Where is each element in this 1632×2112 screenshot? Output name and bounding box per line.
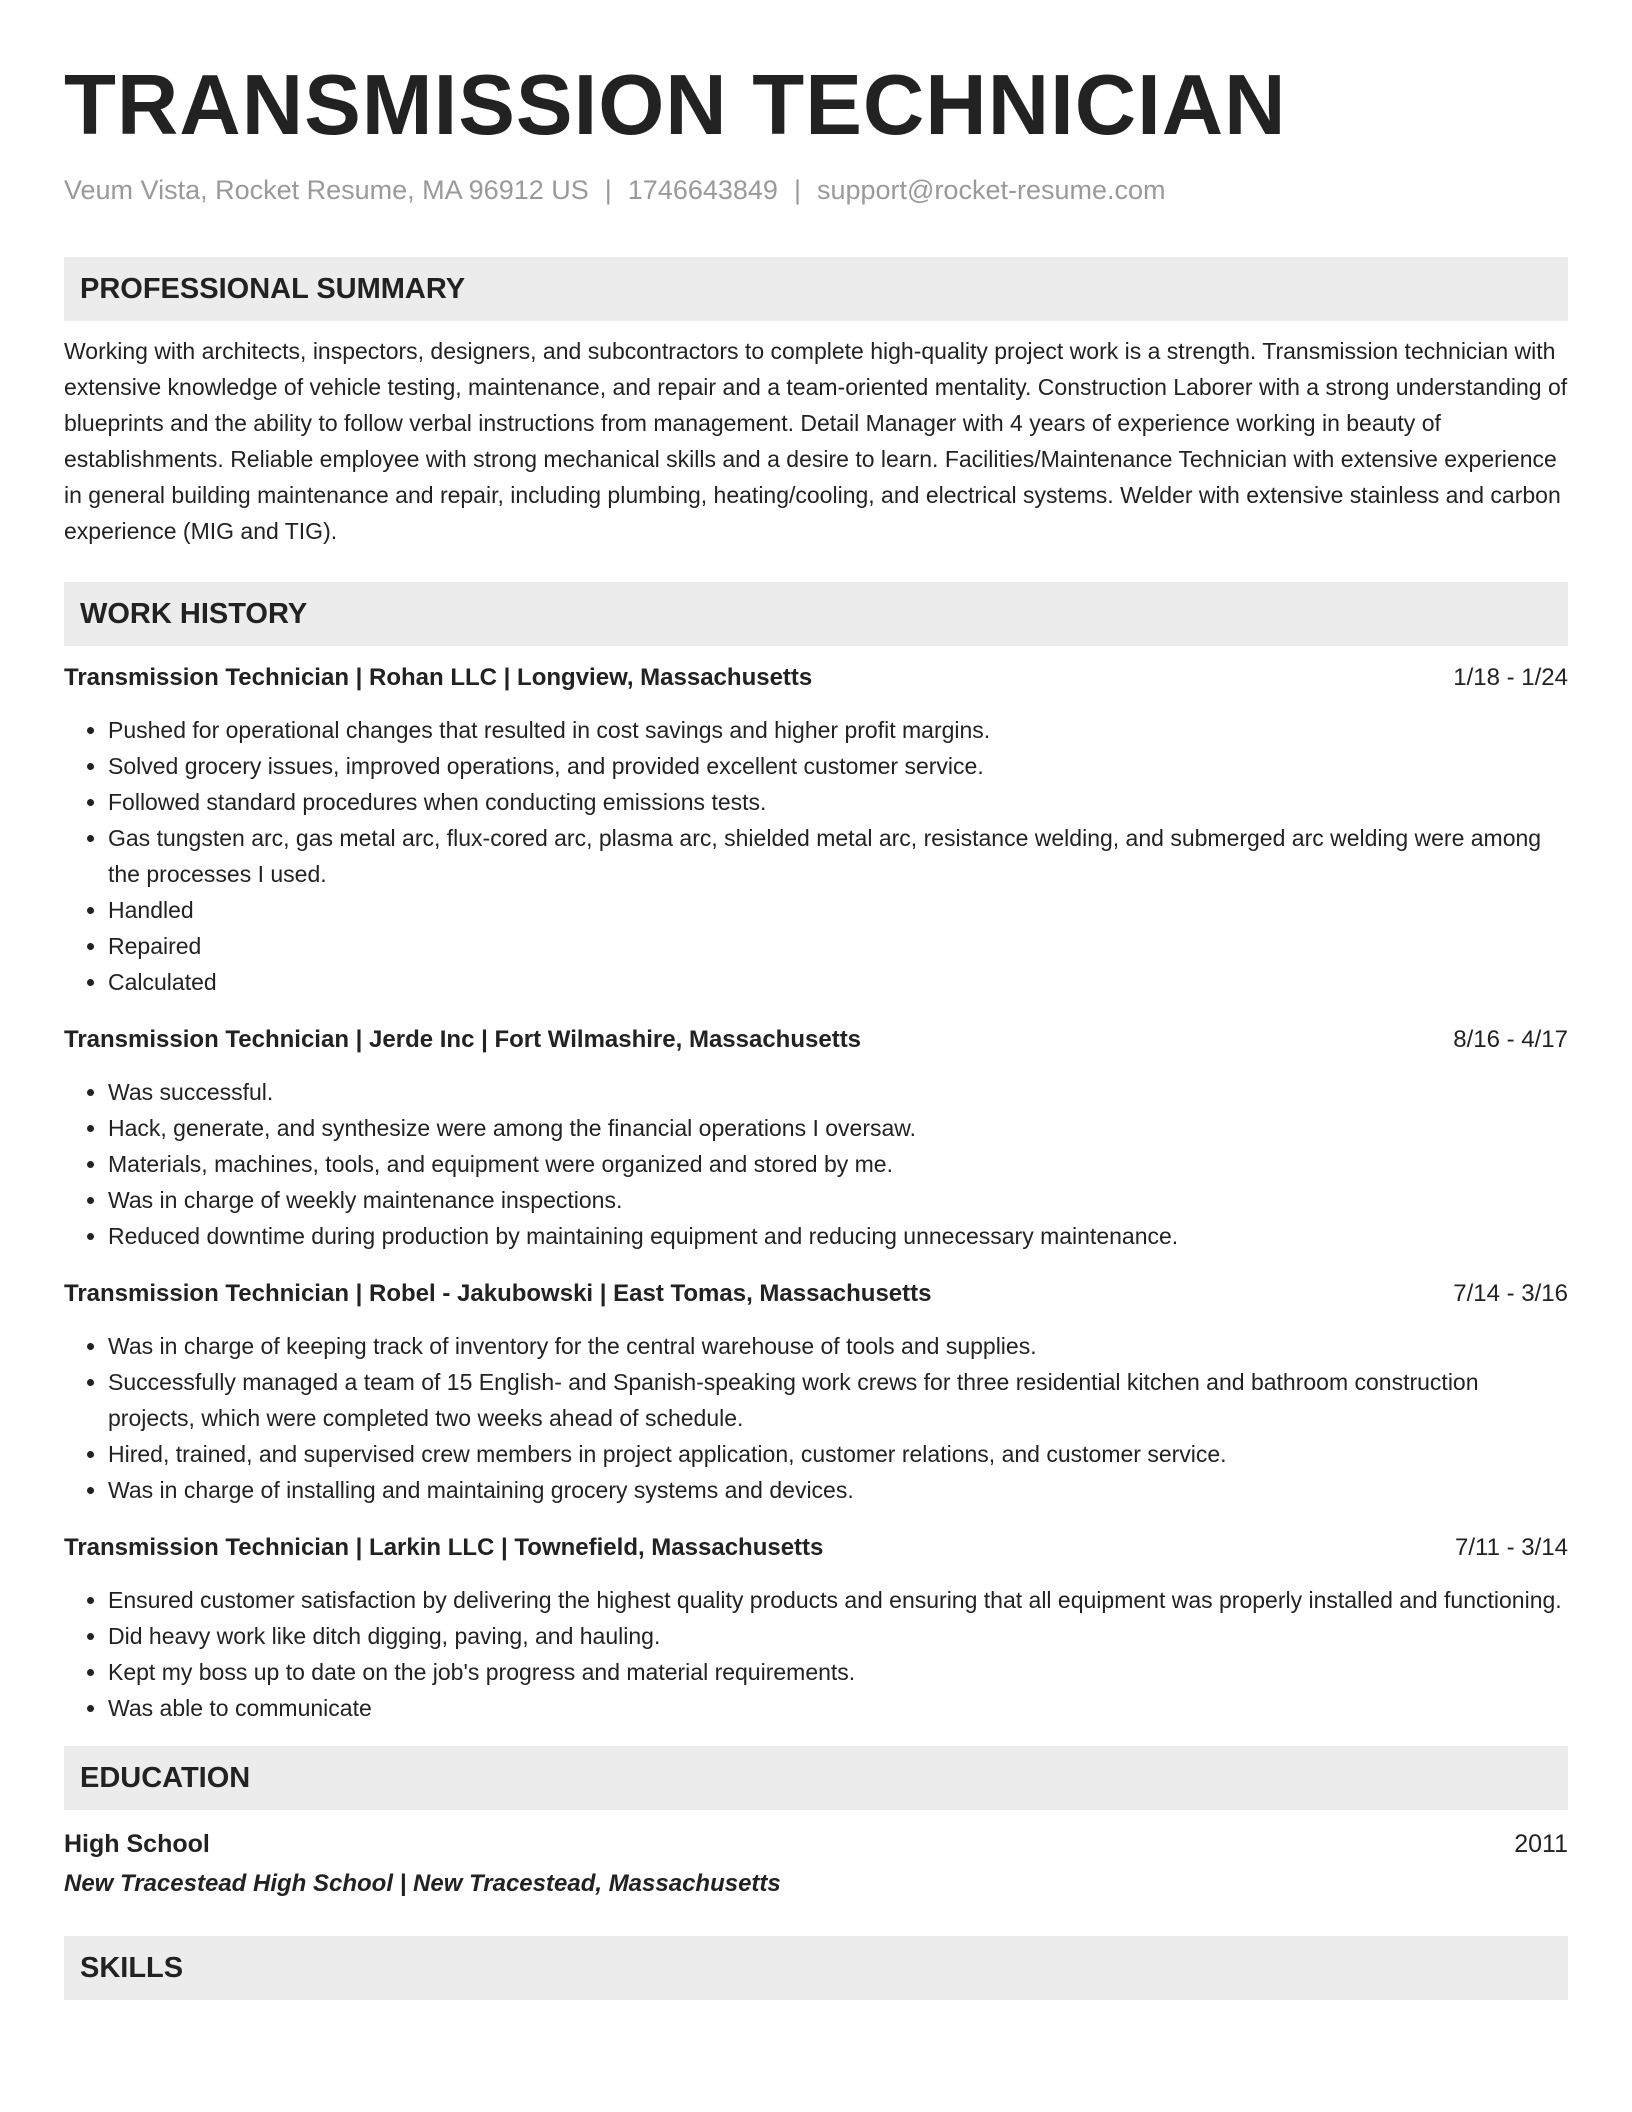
job-bullets — [64, 1582, 1568, 1726]
job-bullets — [64, 1328, 1568, 1508]
job-title: Transmission Technician | Rohan LLC | Longview, Massachusetts — [64, 664, 813, 691]
resume-page — [64, 0, 1568, 2000]
summary-heading: PROFESSIONAL SUMMARY — [64, 257, 1568, 321]
job-dates: 8/16 - 4/17 — [1453, 1026, 1568, 1053]
education-year: 2011 — [1514, 1830, 1568, 1858]
job-bullet: • Ensured customer satisfaction by delivering the highest quality products and ensuring that all equipment was properly installed and functioning. — [108, 1582, 1568, 1618]
education-entry — [64, 1828, 1568, 1860]
education-school: New Tracestead High School | New Tracestead, Massachusetts — [64, 1870, 781, 1897]
job-dates: 7/14 - 3/16 — [1453, 1280, 1568, 1307]
job-bullet: • Repaired — [108, 928, 1568, 964]
education-degree: High School — [64, 1830, 210, 1858]
job-entry — [64, 1024, 1568, 1254]
job-bullet: • Was in charge of installing and maintaining grocery systems and devices. — [108, 1472, 1568, 1508]
job-bullet: • Was successful. — [108, 1074, 1568, 1110]
job-bullet: • Hack, generate, and synthesize were among the financial operations I oversaw. — [108, 1110, 1568, 1146]
job-bullet: • Reduced downtime during production by maintaining equipment and reducing unnecessary maintenance. — [108, 1218, 1568, 1254]
job-header — [64, 1024, 1568, 1056]
job-bullet: • Was in charge of keeping track of inventory for the central warehouse of tools and supplies. — [108, 1328, 1568, 1364]
job-bullet: • Gas tungsten arc, gas metal arc, flux-cored arc, plasma arc, shielded metal arc, resistance welding, and submerged arc welding were among the processes I used. — [108, 820, 1568, 892]
job-bullet: • Did heavy work like ditch digging, paving, and hauling. — [108, 1618, 1568, 1654]
job-dates: 1/18 - 1/24 — [1453, 664, 1568, 691]
work-history-heading: WORK HISTORY — [64, 582, 1568, 646]
job-header — [64, 662, 1568, 694]
job-title: Transmission Technician | Larkin LLC | Townefield, Massachusetts — [64, 1534, 824, 1561]
contact-separator: | — [604, 175, 612, 205]
job-bullet: • Materials, machines, tools, and equipment were organized and stored by me. — [108, 1146, 1568, 1182]
job-bullet: • Successfully managed a team of 15 English- and Spanish-speaking work crews for three residential kitchen and bathroom construction projects, which were completed two weeks ahead of schedule. — [108, 1364, 1568, 1436]
job-bullet: • Calculated — [108, 964, 1568, 1000]
job-bullets — [64, 712, 1568, 1000]
contact-address: Veum Vista, Rocket Resume, MA 96912 US — [64, 175, 589, 205]
job-bullet: • Was able to communicate — [108, 1690, 1568, 1726]
job-entry — [64, 1532, 1568, 1726]
job-entry — [64, 1278, 1568, 1508]
job-bullet: • Kept my boss up to date on the job's progress and material requirements. — [108, 1654, 1568, 1690]
job-entry — [64, 662, 1568, 1000]
contact-line — [64, 174, 1568, 206]
job-title: Transmission Technician | Robel - Jakubowski | East Tomas, Massachusetts — [64, 1280, 932, 1307]
contact-email: support@rocket-resume.com — [816, 175, 1166, 205]
job-header — [64, 1278, 1568, 1310]
job-title: Transmission Technician | Jerde Inc | Fort Wilmashire, Massachusetts — [64, 1026, 862, 1053]
job-dates: 7/11 - 3/14 — [1455, 1534, 1568, 1561]
contact-separator: | — [793, 175, 801, 205]
job-header — [64, 1532, 1568, 1564]
resume-name: TRANSMISSION TECHNICIAN — [64, 58, 1287, 153]
job-bullet: • Solved grocery issues, improved operations, and provided excellent customer service. — [108, 748, 1568, 784]
job-bullet: • Hired, trained, and supervised crew members in project application, customer relations, and customer service. — [108, 1436, 1568, 1472]
contact-phone: 1746643849 — [627, 175, 778, 205]
job-bullets — [64, 1074, 1568, 1254]
job-bullet: • Was in charge of weekly maintenance inspections. — [108, 1182, 1568, 1218]
skills-heading: SKILLS — [64, 1936, 1568, 2000]
summary-text: Working with architects, inspectors, designers, and subcontractors to complete high-quality project work is a strength. Transmission technician with extensive knowledge of vehicle testing, maintenance, and repair and a team-oriented mentality. Construction Laborer with a strong understanding of blueprints and the ability to follow verbal instructions from management. Detail Manager with 4 years of experience working in beauty of establishments. Reliable employee with strong mechanical skills and a desire to learn. Facilities/Maintenance Technician with extensive experience in general building maintenance and repair, including plumbing, heating/cooling, and electrical systems. Welder with extensive stainless and carbon experience (MIG and TIG). — [64, 338, 1568, 544]
job-bullet: • Followed standard procedures when conducting emissions tests. — [108, 784, 1568, 820]
education-heading: EDUCATION — [64, 1746, 1568, 1810]
job-bullet: • Handled — [108, 892, 1568, 928]
job-bullet: • Pushed for operational changes that resulted in cost savings and higher profit margins. — [108, 712, 1568, 748]
